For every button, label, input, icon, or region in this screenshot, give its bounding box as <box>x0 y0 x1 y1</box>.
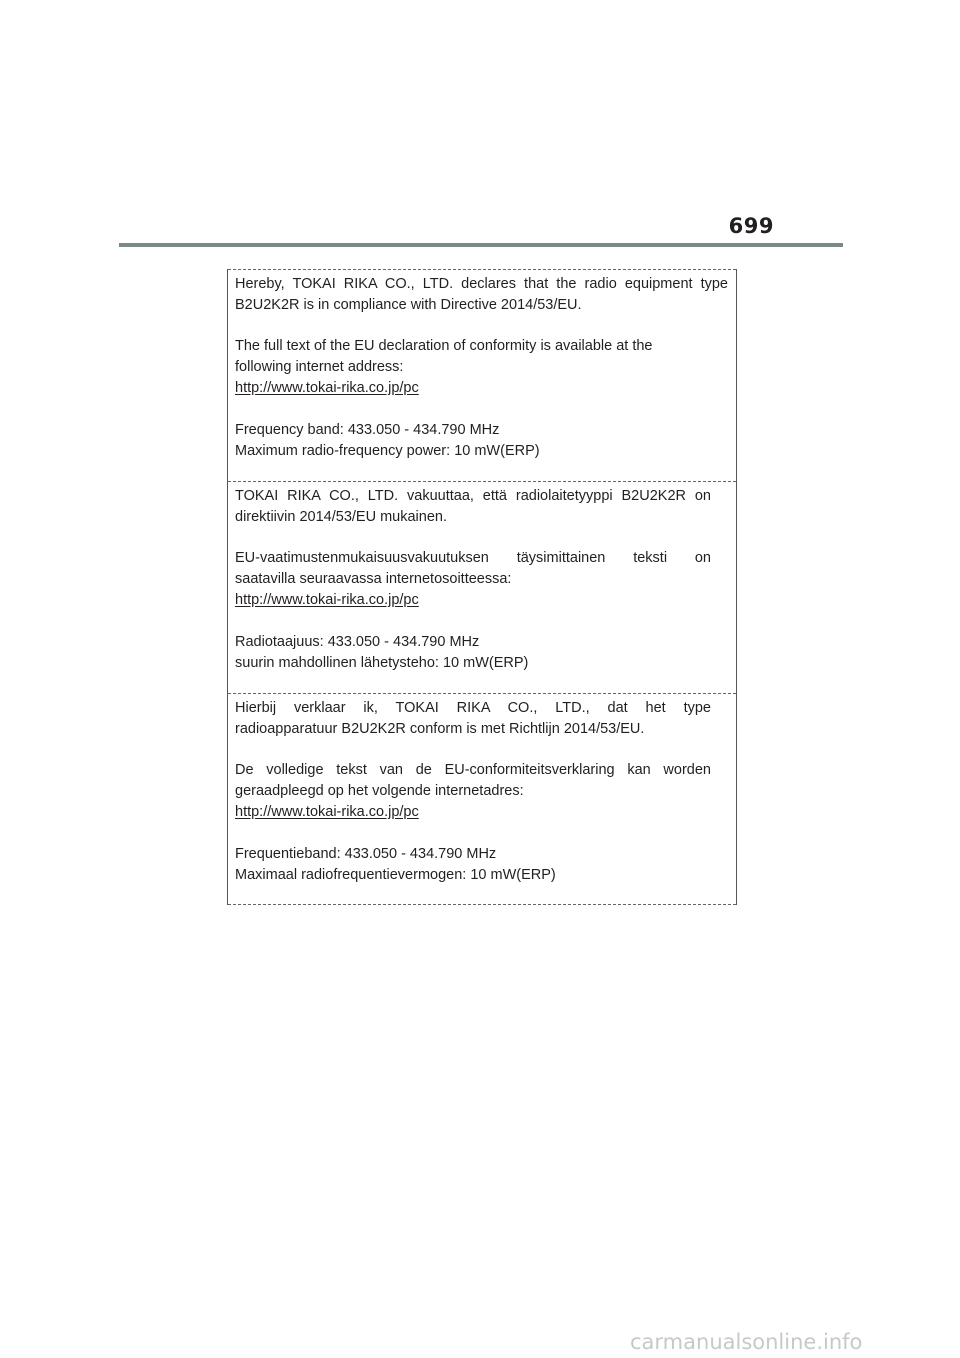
page-number: 699 <box>728 214 774 238</box>
frequency-band: Radiotaajuus: 433.050 - 434.790 MHz <box>235 634 480 650</box>
frequency-band: Frequentieband: 433.050 - 434.790 MHz <box>235 846 497 862</box>
watermark: carmanualsonline.info <box>630 1330 863 1354</box>
declaration-box <box>227 269 737 905</box>
max-power: Maximum radio-frequency power: 10 mW(ERP) <box>235 443 540 459</box>
max-power: Maximaal radiofrequentievermogen: 10 mW(ERP) <box>235 867 556 883</box>
declaration-text <box>235 486 711 528</box>
max-power: suurin mahdollinen lähetysteho: 10 mW(ERP) <box>235 655 529 671</box>
declaration-section-english <box>228 269 736 481</box>
radio-specs <box>235 632 528 674</box>
info-text <box>235 336 653 399</box>
info-line-2: following internet address: <box>235 359 404 375</box>
info-text <box>235 760 711 823</box>
info-line-2: geraadpleegd op het volgende internetadres: <box>235 783 524 799</box>
declaration-line-2: direktiivin 2014/53/EU mukainen. <box>235 509 447 525</box>
radio-specs <box>235 420 540 462</box>
declaration-line-2: radioapparatuur B2U2K2R conform is met Richtlijn 2014/53/EU. <box>235 721 645 737</box>
info-line-1: EU-vaatimustenmukaisuusvakuutuksen täysimittainen teksti on <box>235 550 711 566</box>
info-line-1: De volledige tekst van de EU-conformiteitsverklaring kan worden <box>235 762 711 778</box>
declaration-line-1: Hierbij verklaar ik, TOKAI RIKA CO., LTD., dat het type <box>235 700 711 716</box>
declaration-line-1: TOKAI RIKA CO., LTD. vakuuttaa, että radiolaitetyyppi B2U2K2R on <box>235 488 711 504</box>
declaration-text <box>235 698 711 740</box>
declaration-link[interactable]: http://www.tokai-rika.co.jp/pc <box>235 592 419 608</box>
declaration-line-2: B2U2K2R is in compliance with Directive 2014/53/EU. <box>235 297 582 313</box>
declaration-section-dutch <box>228 693 736 905</box>
declaration-section-finnish <box>228 481 736 693</box>
radio-specs <box>235 844 556 886</box>
info-line-1: The full text of the EU declaration of conformity is available at the <box>235 338 653 354</box>
declaration-text <box>235 274 728 316</box>
declaration-line-1: Hereby, TOKAI RIKA CO., LTD. declares that the radio equipment type <box>235 276 728 292</box>
info-text <box>235 548 711 611</box>
declaration-link[interactable]: http://www.tokai-rika.co.jp/pc <box>235 380 419 396</box>
header-rule <box>119 243 843 247</box>
frequency-band: Frequency band: 433.050 - 434.790 MHz <box>235 422 500 438</box>
info-line-2: saatavilla seuraavassa internetosoitteessa: <box>235 571 512 587</box>
declaration-link[interactable]: http://www.tokai-rika.co.jp/pc <box>235 804 419 820</box>
